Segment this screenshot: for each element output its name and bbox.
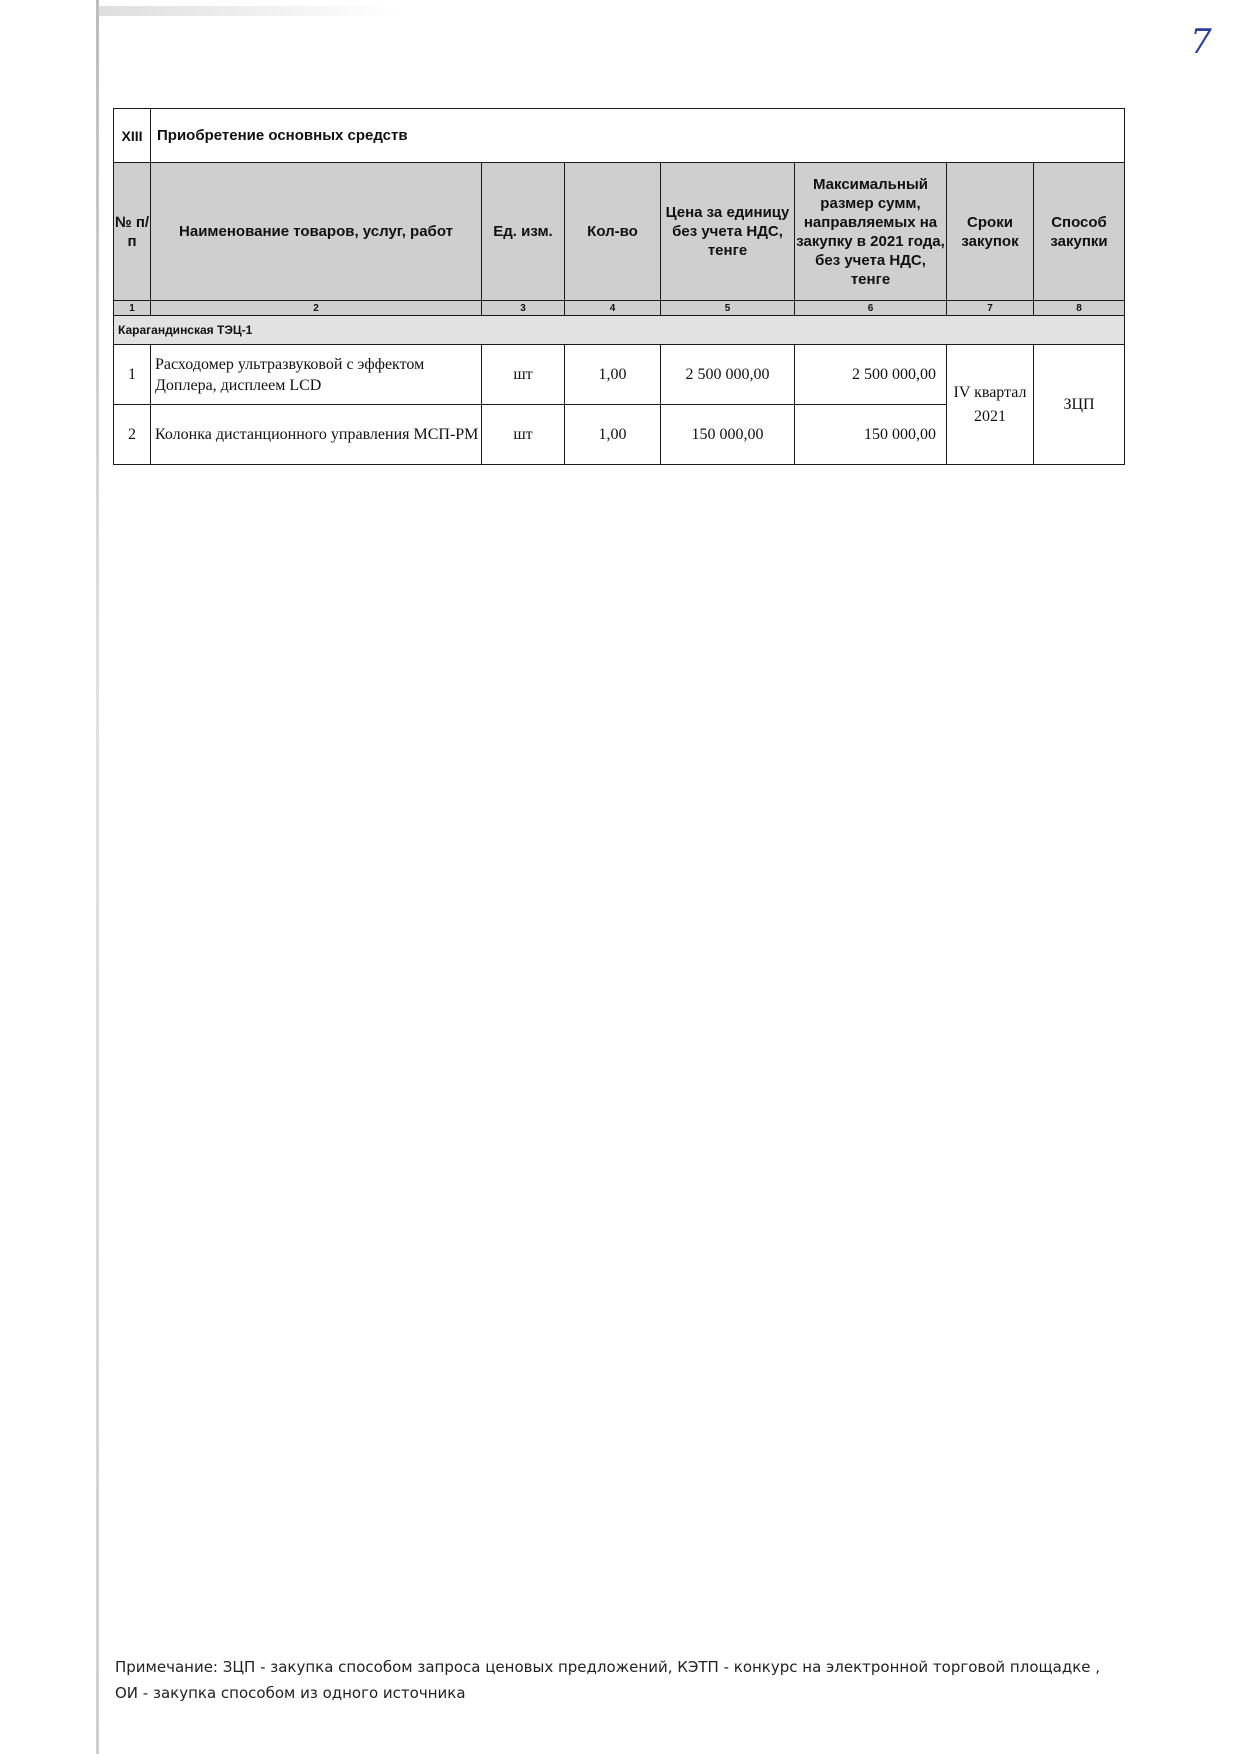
- col-index: 1: [114, 301, 151, 316]
- col-index: 5: [661, 301, 795, 316]
- scan-edge: [96, 0, 99, 1754]
- col-header-name: Наименование товаров, услуг, работ: [151, 163, 482, 301]
- col-index: 4: [565, 301, 661, 316]
- row-price: 2 500 000,00: [661, 345, 795, 405]
- col-index: 3: [482, 301, 565, 316]
- section-title: Приобретение основных средств: [151, 109, 1125, 163]
- row-qty: 1,00: [565, 345, 661, 405]
- procurement-period: IV квартал 2021: [947, 345, 1034, 465]
- row-total: 150 000,00: [795, 405, 947, 465]
- row-price: 150 000,00: [661, 405, 795, 465]
- group-row: [114, 316, 1125, 345]
- col-header-unit: Ед. изм.: [482, 163, 565, 301]
- row-qty: 1,00: [565, 405, 661, 465]
- col-header-period: Сроки закупок: [947, 163, 1034, 301]
- row-number: 1: [114, 345, 151, 405]
- section-number: XIII: [114, 109, 151, 163]
- col-header-price: Цена за единицу без учета НДС, тенге: [661, 163, 795, 301]
- col-header-num: № п/п: [114, 163, 151, 301]
- row-unit: шт: [482, 345, 565, 405]
- row-unit: шт: [482, 405, 565, 465]
- scan-shadow: [98, 6, 398, 16]
- table-row: [114, 345, 1125, 405]
- col-header-qty: Кол-во: [565, 163, 661, 301]
- row-number: 2: [114, 405, 151, 465]
- group-title: Карагандинская ТЭЦ-1: [114, 316, 1125, 345]
- col-index: 8: [1034, 301, 1125, 316]
- col-index: 6: [795, 301, 947, 316]
- section-row: [114, 109, 1125, 163]
- procurement-table: [113, 108, 1125, 465]
- col-header-method: Способ закупки: [1034, 163, 1125, 301]
- col-header-total: Максимальный размер сумм, направляемых на закупку в 2021 года, без учета НДС, тенге: [795, 163, 947, 301]
- column-index-row: [114, 301, 1125, 316]
- page-number: 7: [1190, 22, 1212, 62]
- col-index: 7: [947, 301, 1034, 316]
- row-name: Расходомер ультразвуковой с эффектом Доплера, дисплеем LCD: [151, 345, 482, 405]
- col-index: 2: [151, 301, 482, 316]
- row-total: 2 500 000,00: [795, 345, 947, 405]
- procurement-method: ЗЦП: [1034, 345, 1125, 465]
- footnote: Примечание: ЗЦП - закупка способом запроса ценовых предложений, КЭТП - конкурс на электронной торговой площадке , ОИ - закупка способом из одного источника: [115, 1658, 1101, 1702]
- row-name: Колонка дистанционного управления МСП-РМ: [151, 405, 482, 465]
- header-row: [114, 163, 1125, 301]
